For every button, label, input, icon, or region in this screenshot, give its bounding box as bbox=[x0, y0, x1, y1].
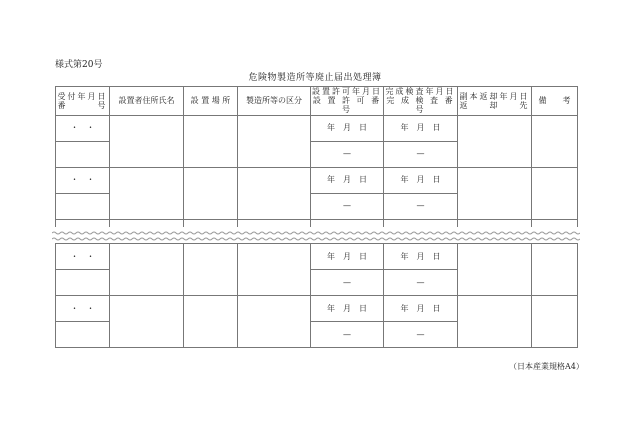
header-row bbox=[56, 87, 578, 116]
inspection-number: — bbox=[384, 193, 458, 219]
entry-row-top bbox=[56, 296, 578, 322]
reception-date: ・ ・ bbox=[56, 244, 110, 270]
reception-number bbox=[56, 322, 110, 348]
reception-number bbox=[56, 141, 110, 167]
inspection-number: — bbox=[384, 141, 458, 167]
returned-cell bbox=[458, 115, 532, 167]
header-reception-line1: 受付年月日 bbox=[57, 91, 108, 101]
location-cell bbox=[184, 167, 238, 219]
inspection-date: 年 月 日 bbox=[384, 167, 458, 193]
remarks-cell bbox=[532, 115, 578, 167]
header-category: 製造所等の区分 bbox=[238, 87, 311, 116]
returned-cell bbox=[458, 296, 532, 348]
reception-date: ・ ・ bbox=[56, 296, 110, 322]
permit-number: — bbox=[311, 141, 384, 167]
permit-number: — bbox=[311, 193, 384, 219]
reception-date: ・ ・ bbox=[56, 167, 110, 193]
remarks-cell bbox=[532, 296, 578, 348]
header-installer: 設置者住所氏名 bbox=[110, 87, 184, 116]
remarks-cell bbox=[532, 244, 578, 296]
header-returned-line2: 返 却 先 bbox=[459, 100, 530, 110]
register-table-bottom bbox=[55, 243, 578, 348]
header-inspection-line2: 完 成 検 査 番 号 bbox=[386, 96, 455, 115]
form-number: 様式第20号 bbox=[55, 60, 103, 70]
category-cell bbox=[238, 115, 311, 167]
footer-note: （日本産業規格A4） bbox=[509, 362, 584, 371]
returned-cell bbox=[458, 167, 532, 219]
header-reception bbox=[56, 87, 110, 116]
location-cell bbox=[184, 296, 238, 348]
header-permit-line1: 設置許可年月日 bbox=[312, 87, 382, 96]
permit-date: 年 月 日 bbox=[311, 296, 384, 322]
installer-cell bbox=[110, 167, 184, 219]
permit-date: 年 月 日 bbox=[311, 115, 384, 141]
entry-row-top bbox=[56, 115, 578, 141]
inspection-number: — bbox=[384, 322, 458, 348]
header-returned-line1: 副本返却年月日 bbox=[459, 91, 530, 101]
installer-cell bbox=[110, 244, 184, 296]
category-cell bbox=[238, 296, 311, 348]
returned-cell bbox=[458, 244, 532, 296]
entry-row-top bbox=[56, 167, 578, 193]
reception-number bbox=[56, 270, 110, 296]
header-location: 設 置 場 所 bbox=[184, 87, 238, 116]
inspection-date: 年 月 日 bbox=[384, 244, 458, 270]
category-cell bbox=[238, 244, 311, 296]
register-table-top bbox=[55, 86, 578, 230]
entry-row-top bbox=[56, 244, 578, 270]
permit-number: — bbox=[311, 270, 384, 296]
inspection-date: 年 月 日 bbox=[384, 115, 458, 141]
location-cell bbox=[184, 115, 238, 167]
installer-cell bbox=[110, 296, 184, 348]
installer-cell bbox=[110, 115, 184, 167]
inspection-date: 年 月 日 bbox=[384, 296, 458, 322]
reception-date: ・ ・ bbox=[56, 115, 110, 141]
reception-number bbox=[56, 193, 110, 219]
header-remarks: 備 考 bbox=[532, 87, 578, 116]
header-permit bbox=[311, 87, 384, 116]
location-cell bbox=[184, 244, 238, 296]
inspection-number: — bbox=[384, 270, 458, 296]
page-title: 危険物製造所等廃止届出処理簿 bbox=[248, 73, 382, 83]
category-cell bbox=[238, 167, 311, 219]
permit-date: 年 月 日 bbox=[311, 244, 384, 270]
header-returned bbox=[458, 87, 532, 116]
header-reception-line2: 番 号 bbox=[57, 100, 108, 110]
remarks-cell bbox=[532, 167, 578, 219]
permit-number: — bbox=[311, 322, 384, 348]
header-inspection bbox=[384, 87, 458, 116]
permit-date: 年 月 日 bbox=[311, 167, 384, 193]
header-permit-line2: 設 置 許 可 番 号 bbox=[312, 96, 382, 115]
header-inspection-line1: 完成検査年月日 bbox=[385, 87, 456, 96]
